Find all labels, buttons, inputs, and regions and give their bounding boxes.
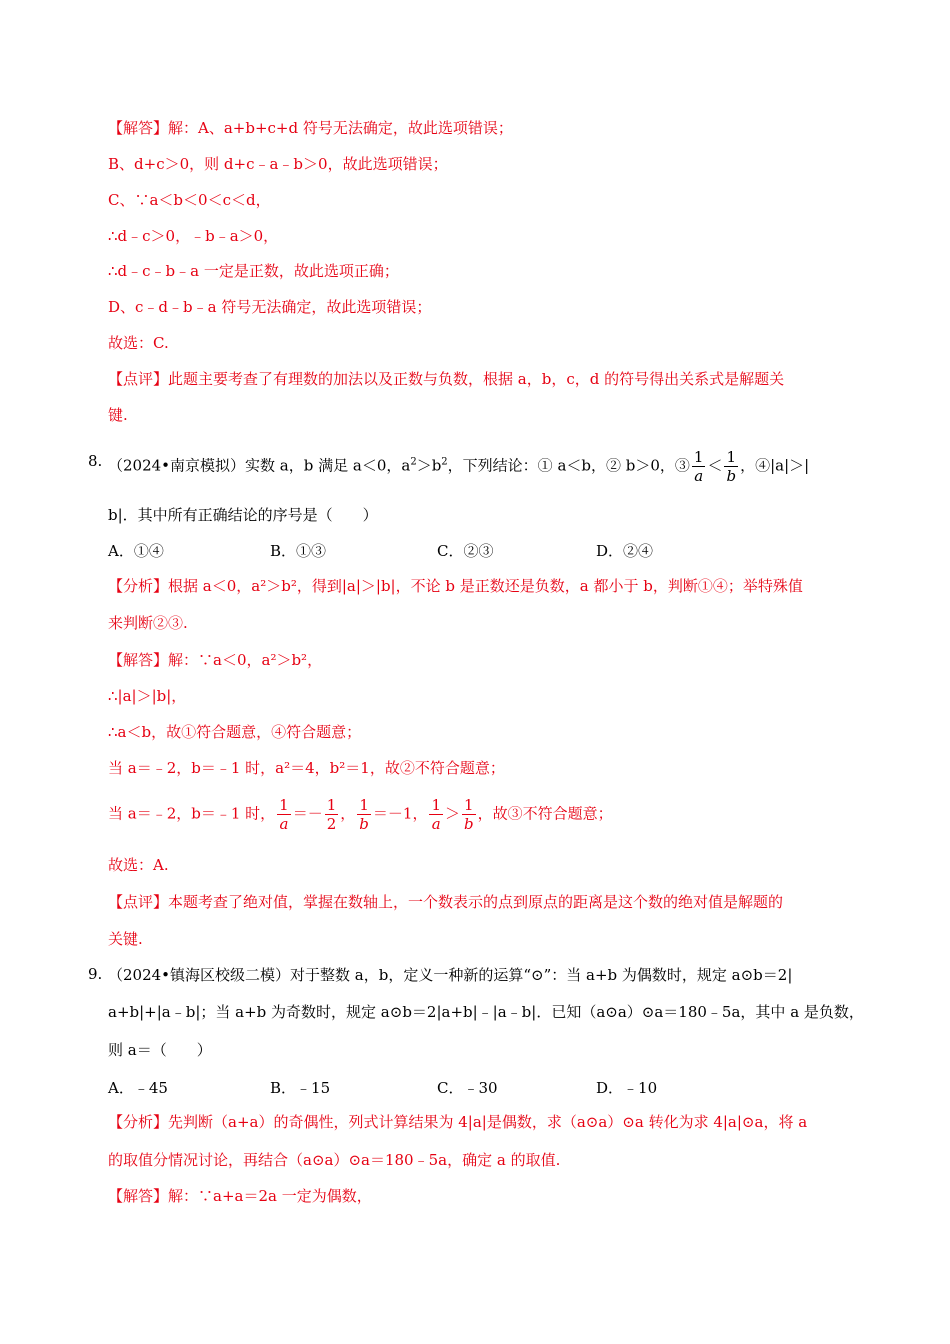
q9-analysis-text-1: 先判断（a+a）的奇偶性，列式计算结果为 4|a|是偶数，求（a⊙a）⊙a 转化为求 4|a|⊙a，将 a xyxy=(168,1113,808,1131)
q8-frac-1-den: a xyxy=(694,467,704,485)
q8-answer-line-4: 当 a＝﹣2，b＝﹣1 时，a²＝4，b²＝1，故②不符合题意； xyxy=(108,759,505,777)
q9-stem-line-1: （2024•镇海区校级二模）对于整数 a，b，定义一种新的运算“⊙”：当 a+b 为偶数时，规定 a⊙b＝2| xyxy=(108,966,793,984)
q9-number: 9. xyxy=(88,965,103,983)
q9-option-b-letter: B． xyxy=(270,1079,297,1097)
q8-sol-comma: ， xyxy=(340,804,356,823)
q8-frac-1-num: 1 xyxy=(693,448,704,466)
q7-answer-tag: 【解答】 xyxy=(108,119,169,137)
q8-sol-frac-5-den: b xyxy=(464,815,474,833)
q8-answer-line-3: ∴a＜b，故①符合题意，④符合题意； xyxy=(108,723,362,741)
q7-comment-tag: 【点评】 xyxy=(108,370,169,388)
q8-sol-frac-5-num: 1 xyxy=(462,796,476,815)
q8-sol-5a: 当 a＝﹣2，b＝﹣1 时， xyxy=(108,804,276,823)
q7-answer-line-4: ∴d﹣c＞0，﹣b﹣a＞0， xyxy=(108,227,279,245)
q8-sol-end: ，故③不符合题意； xyxy=(477,804,613,823)
q9-answer-text-1: 解：∵a+a＝2a 一定为偶数， xyxy=(168,1187,372,1205)
q9-option-a-letter: A． xyxy=(108,1079,134,1097)
q9-option-d[interactable] xyxy=(596,1077,657,1098)
q9-analysis-line-1 xyxy=(108,1112,868,1132)
q9-option-d-text: ﹣10 xyxy=(623,1079,658,1097)
q8-sup-b: 2 xyxy=(441,456,448,468)
q8-sol-eq: ＝－ xyxy=(292,804,323,823)
q8-number: 8. xyxy=(88,452,103,470)
q9-option-a[interactable] xyxy=(108,1077,168,1098)
q8-analysis-tag: 【分析】 xyxy=(108,577,169,595)
q9-option-d-letter: D． xyxy=(596,1079,624,1097)
q8-stem-1a: （2024•南京模拟）实数 a，b 满足 a＜0，a xyxy=(108,456,411,475)
q8-answer-line-1 xyxy=(108,650,868,670)
q8-sol-eq2: ＝－1， xyxy=(372,804,428,823)
q8-option-a[interactable] xyxy=(108,540,164,561)
q8-sol-frac-1-over-a xyxy=(277,796,291,833)
q8-sol-frac-1-over-b-2 xyxy=(462,796,476,833)
q7-answer-line-1 xyxy=(108,118,868,138)
q8-answer-line-5 xyxy=(108,796,868,838)
q8-analysis-line-2: 来判断②③. xyxy=(108,614,188,632)
q8-answer-text-1: 解：∵a＜0，a²＞b²， xyxy=(168,651,323,669)
q7-answer-line-2: B、d+c＞0，则 d+c﹣a﹣b＞0，故此选项错误； xyxy=(108,155,448,173)
q8-option-b[interactable] xyxy=(270,540,326,561)
q7-answer-line-7: 故选：C. xyxy=(108,334,169,352)
q8-sup-a: 2 xyxy=(410,456,417,468)
q7-answer-line-3: C、∵a＜b＜0＜c＜d， xyxy=(108,191,271,209)
q8-analysis-line-1 xyxy=(108,576,868,596)
q8-comment-tag: 【点评】 xyxy=(108,893,169,911)
q9-analysis-line-2: 的取值分情况讨论，再结合（a⊙a）⊙a＝180﹣5a，确定 a 的取值. xyxy=(108,1151,561,1169)
q7-answer-line-5: ∴d﹣c﹣b﹣a 一定是正数，故此选项正确； xyxy=(108,262,399,280)
q9-option-c-text: ﹣30 xyxy=(463,1079,498,1097)
q9-option-a-text: ﹣45 xyxy=(133,1079,168,1097)
q8-analysis-text-1: 根据 a＜0，a²＞b²，得到|a|＞|b|，不论 b 是正数还是负数，a 都小于 b，判断①④；举特殊值 xyxy=(168,577,803,595)
q8-option-b-letter: B． xyxy=(270,542,297,560)
q8-sol-frac-3-den: b xyxy=(359,815,369,833)
q9-option-b[interactable] xyxy=(270,1077,330,1098)
q9-options xyxy=(108,1077,868,1097)
q8-sol-frac-1-over-b xyxy=(357,796,371,833)
q8-sol-frac-4-num: 1 xyxy=(431,796,441,814)
q9-answer-tag: 【解答】 xyxy=(108,1187,169,1205)
q8-comment-text-1: 本题考查了绝对值，掌握在数轴上，一个数表示的点到原点的距离是这个数的绝对值是解题的 xyxy=(168,893,784,911)
q8-lt: ＜ xyxy=(707,456,723,475)
q8-option-c[interactable] xyxy=(437,540,494,561)
q8-option-d-letter: D． xyxy=(596,542,624,560)
q9-stem-line-2: a+b|+|a﹣b|；当 a+b 为奇数时，规定 a⊙b＝2|a+b|﹣|a﹣b|．已知（a⊙a）⊙a＝180﹣5a，其中 a 是负数， xyxy=(108,1003,864,1021)
q8-comment-line-1 xyxy=(108,892,868,912)
q8-option-c-text: ②③ xyxy=(463,542,494,560)
q8-sol-frac-2-num: 1 xyxy=(326,796,337,814)
q8-sol-frac-4-den: a xyxy=(431,815,441,833)
q8-option-c-letter: C． xyxy=(437,542,464,560)
q9-stem-line-3: 则 a＝（ ） xyxy=(108,1041,212,1059)
q8-options xyxy=(108,540,868,560)
q8-frac-2-den: b xyxy=(726,467,737,485)
q8-stem-1d: ，④|a|＞| xyxy=(740,456,810,475)
q7-comment-text-1: 此题主要考查了有理数的加法以及正数与负数，根据 a，b，c，d 的符号得出关系式是解题关 xyxy=(168,370,785,388)
q7-answer-line-6: D、c﹣d﹣b﹣a 符号无法确定，故此选项错误； xyxy=(108,298,432,316)
q8-frac-2-num: 1 xyxy=(724,448,738,467)
q7-answer-text-1: 解：A、a+b+c+d 符号无法确定，故此选项错误； xyxy=(168,119,513,137)
q8-sol-frac-1-den: a xyxy=(279,815,289,833)
q8-option-a-letter: A． xyxy=(108,542,134,560)
q8-sol-gt: ＞ xyxy=(445,804,461,823)
q8-stem-line-1 xyxy=(108,448,868,488)
q8-frac-1-over-a xyxy=(692,448,706,485)
q8-comment-line-2: 关键. xyxy=(108,930,143,948)
q9-answer-line-1 xyxy=(108,1186,868,1206)
q8-answer-tag: 【解答】 xyxy=(108,651,169,669)
q8-sol-frac-2-den: 2 xyxy=(326,815,337,833)
q9-option-b-text: ﹣15 xyxy=(296,1079,331,1097)
q8-option-d-text: ②④ xyxy=(623,542,654,560)
q8-sol-frac-1-over-a-2 xyxy=(429,796,443,833)
q8-frac-1-over-b xyxy=(724,448,738,485)
q9-option-c[interactable] xyxy=(437,1077,498,1098)
q9-option-c-letter: C． xyxy=(437,1079,464,1097)
q8-option-d[interactable] xyxy=(596,540,653,561)
q8-answer-line-2: ∴|a|＞|b|， xyxy=(108,687,187,705)
q8-sol-frac-3-num: 1 xyxy=(357,796,371,815)
q8-answer-line-6: 故选：A. xyxy=(108,856,169,874)
q8-stem-line-2: b|．其中所有正确结论的序号是（ ） xyxy=(108,506,378,524)
q8-stem-1c: ，下列结论：① a＜b，② b＞0，③ xyxy=(447,456,690,475)
q9-analysis-tag: 【分析】 xyxy=(108,1113,169,1131)
q8-sol-frac-1-num: 1 xyxy=(279,796,289,814)
q8-option-a-text: ①④ xyxy=(133,542,164,560)
q8-sol-frac-1-over-2 xyxy=(325,796,339,833)
q7-comment-line-2: 键. xyxy=(108,406,128,424)
q7-comment-line-1 xyxy=(108,369,868,389)
q8-stem-1b: ＞b xyxy=(416,456,442,475)
q8-option-b-text: ①③ xyxy=(296,542,327,560)
